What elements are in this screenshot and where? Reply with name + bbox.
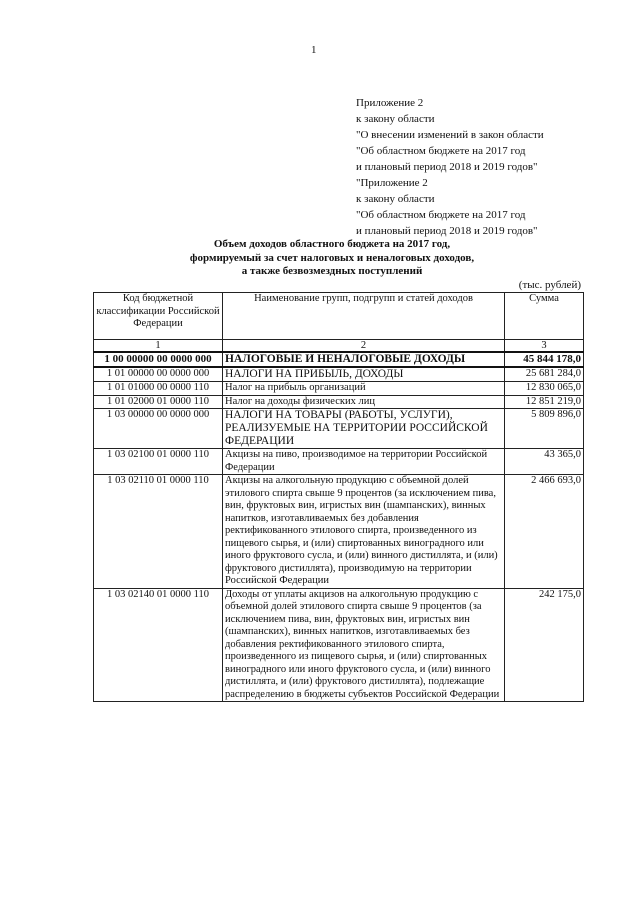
header-name: Наименование групп, подгрупп и статей доходов <box>223 293 505 340</box>
appendix-line: Приложение 2 <box>356 97 424 109</box>
row-name: Налог на прибыль организаций <box>223 382 505 396</box>
appendix-line: "Об областном бюджете на 2017 год <box>356 209 526 221</box>
row-code: 1 00 00000 00 0000 000 <box>94 352 223 367</box>
row-code: 1 01 01000 00 0000 110 <box>94 382 223 396</box>
row-name: Налог на доходы физических лиц <box>223 395 505 409</box>
row-code: 1 01 00000 00 0000 000 <box>94 367 223 382</box>
row-code: 1 03 02100 01 0000 110 <box>94 449 223 475</box>
row-name: Акцизы на пиво, производимое на территории Российской Федерации <box>223 449 505 475</box>
column-number-row <box>94 340 584 353</box>
row-name: НАЛОГОВЫЕ И НЕНАЛОГОВЫЕ ДОХОДЫ <box>223 352 505 367</box>
units-label: (тыс. рублей) <box>518 279 581 291</box>
row-sum: 45 844 178,0 <box>505 352 584 367</box>
row-sum: 43 365,0 <box>505 449 584 475</box>
row-sum: 25 681 284,0 <box>505 367 584 382</box>
row-name: НАЛОГИ НА ТОВАРЫ (РАБОТЫ, УСЛУГИ), РЕАЛИЗУЕМЫЕ НА ТЕРРИТОРИИ РОССИЙСКОЙ ФЕДЕРАЦИИ <box>223 409 505 449</box>
revenue-table <box>93 292 584 702</box>
table-row <box>94 395 584 409</box>
row-name: Акцизы на алкогольную продукцию с объемной долей этилового спирта свыше 9 процентов (за исключением пива, вин, фруктовых вин, игристых вин (шампанских), винных напитков, изготавливаемых без добавления ректификованного этилового спирта, произведенного из пищевого сырья, и (или) спиртованных виноградного или иного фруктового сусла, и (или) винного дистиллята, и (или) фруктового дистиллята), производимую на территории Российской Федерации <box>223 475 505 589</box>
row-sum: 242 175,0 <box>505 588 584 702</box>
row-name: Доходы от уплаты акцизов на алкогольную продукцию с объемной долей этилового спирта свыше 9 процентов (за исключением пива, вин, фруктовых вин, игристых вин (шампанских), винных напитков, изготавливаемых без добавления ректификованного этилового спирта, произведенного из пищевого сырья, и (или) спиртованных виноградного или иного фруктового сусла, и (или) винного дистиллята, и (или) фруктового дистиллята), подлежащие распределению в бюджеты субъектов Российской Федерации <box>223 588 505 702</box>
appendix-line: "Об областном бюджете на 2017 год <box>356 145 526 157</box>
appendix-reference <box>356 95 544 239</box>
table-row <box>94 352 584 367</box>
table-header-row <box>94 293 584 340</box>
row-sum: 12 851 219,0 <box>505 395 584 409</box>
row-code: 1 03 00000 00 0000 000 <box>94 409 223 449</box>
table-row <box>94 367 584 382</box>
row-code: 1 01 02000 01 0000 110 <box>94 395 223 409</box>
column-number: 3 <box>505 340 584 353</box>
table-row <box>94 409 584 449</box>
table-row <box>94 449 584 475</box>
column-number: 2 <box>223 340 505 353</box>
appendix-line: и плановый период 2018 и 2019 годов" <box>356 225 538 237</box>
header-code: Код бюджетной классификации Российской Федерации <box>94 293 223 340</box>
row-sum: 12 830 065,0 <box>505 382 584 396</box>
table-row <box>94 475 584 589</box>
appendix-line: к закону области <box>356 113 435 125</box>
row-code: 1 03 02110 01 0000 110 <box>94 475 223 589</box>
title-line: Объем доходов областного бюджета на 2017 год, <box>213 238 451 250</box>
appendix-line: "Приложение 2 <box>356 177 428 189</box>
page-number: 1 <box>311 44 317 56</box>
row-sum: 2 466 693,0 <box>505 475 584 589</box>
row-sum: 5 809 896,0 <box>505 409 584 449</box>
document-title <box>120 238 544 279</box>
row-code: 1 03 02140 01 0000 110 <box>94 588 223 702</box>
appendix-line: к закону области <box>356 193 435 205</box>
column-number: 1 <box>94 340 223 353</box>
row-name: НАЛОГИ НА ПРИБЫЛЬ, ДОХОДЫ <box>223 367 505 382</box>
appendix-line: "О внесении изменений в закон области <box>356 129 544 141</box>
header-sum: Сумма <box>505 293 584 340</box>
table-row <box>94 588 584 702</box>
title-line: а также безвозмездных поступлений <box>241 265 423 277</box>
title-line: формируемый за счет налоговых и неналоговых доходов, <box>189 251 475 264</box>
appendix-line: и плановый период 2018 и 2019 годов" <box>356 161 538 173</box>
table-row <box>94 382 584 396</box>
